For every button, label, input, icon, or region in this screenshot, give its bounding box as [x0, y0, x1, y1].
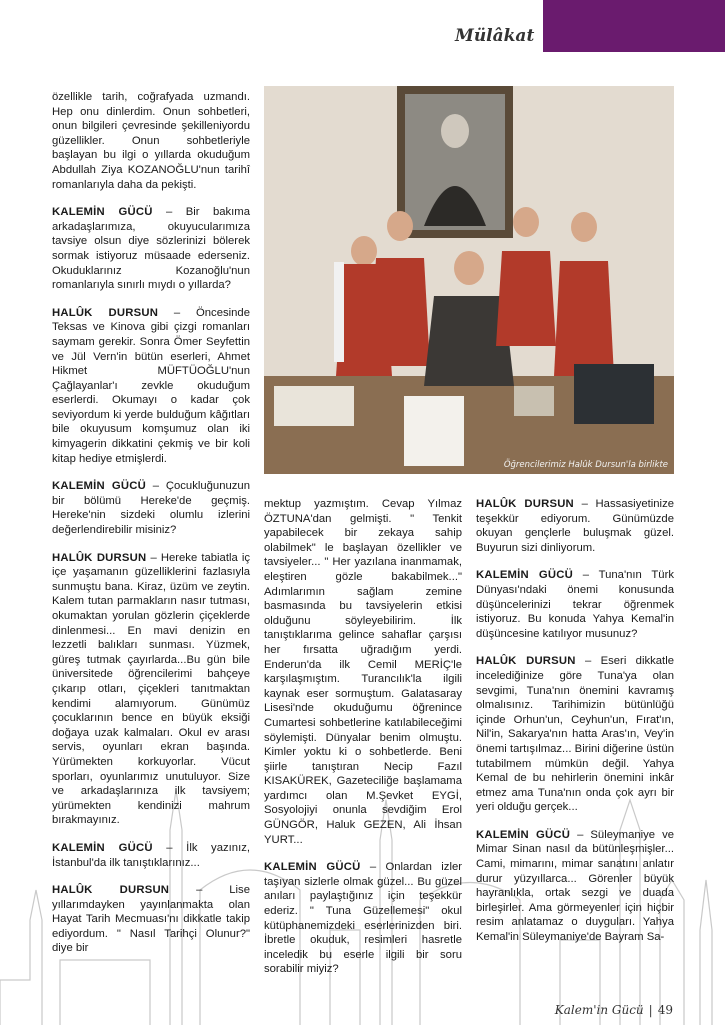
answer: HALÛK DURSUN – Eseri dikkatle incelediğinize göre Tuna'ya olan sevgimi, Tuna'nın önemini kavramış olmalısınız. Tarihimizin bütünlüğü içinde Orhun'un, Ceyhun'un, Fırat'ın, Nil'in, Sakarya'nın hatta Aras'ın, Vey'in önemi tartışılmaz... Birini diğerine üstün tutabilmem mümkün değil. Yahya Kemal de bu nehirlerin önemini inkâr etmez ama Tuna'nın onda çok ayrı bir yeri olduğu gerçek... [476, 655, 674, 814]
question: KALEMİN GÜCÜ – Onlardan izler taşıyan sizlerle olmak güzel... Bu güzel anıları paylaştığınız için teşekkür ederiz. " Tuna Güzellemesi" okul kütüphanemizdeki eserlerinizden biri. İbretle okuduk, resimleri hasretle inceledik bu eserle ilgili bir soru sorabilir miyiz? [264, 861, 463, 976]
speaker-label: KALEMİN GÜCÜ [476, 828, 571, 841]
answer: HALÛK DURSUN – Lise yıllarımdayken yayınlanmakta olan Hayat Tarih Mecmuası'nı dikkatle takip ediyordum. " Nasıl Tarihçi Olunur?" diye bir [52, 884, 250, 955]
speaker-label: KALEMİN GÜCÜ [476, 569, 573, 582]
answer: HALÛK DURSUN – Hereke tabiatla iç içe yaşamanın güzelliklerini fazlasıyla sunmuştu bana. Kiraz, üzüm ve zeytin. Kalem tutan parmakların nasır tutması, okumaktan yorulan gözlerin çiçeklerde dinlenmesi... En mavi denizin en lezzetli balıkları sunması. Yüzmek, güreş tutmak çayırlarda...Bu gün bile üniversitede öğrencilerimi bahçeye çıkarıp otları, çiçekleri tanıtmaktan kendimi alamıyorum. Günümüz çocuklarının bence en büyük eksiği doğaya uzak kalmaları. Okul ev arası servis, oyunları ekran başında. Yürümekten korkuyorlar. Vücut sporları, oyunlarımız unutuluyor. Size ve arkadaşlarınıza ilk tavsiyem; yürümekten kendinizi mahrum bırakmayınız. [52, 551, 251, 827]
photo-caption: Öğrencilerimiz Halûk Dursun'la birlikte [503, 460, 668, 470]
answer: HALÛK DURSUN – Öncesinde Teksas ve Kinova gibi çizgi romanları saymam gerekir. Sonra Ömer Seyfettin ve Jül Vern'in bütün eserleri, Ahmet Hikmet MÜFTÜOĞLU'nun Çağlayanlar'ı zevkle okuduğum eserlerdi. Okumayı o kadar çok seviyordum ki yerde bulduğum kâğıtları bile okuyusum komşumuz olan iki kimyagerin dikkatini çekmiş ve bir koli kitap hediye etmişlerdi. [52, 306, 250, 465]
header-color-block [543, 0, 725, 52]
question: KALEMİN GÜCÜ – İlk yazınız, İstanbul'da ilk tanıştıklarınız... [52, 841, 250, 869]
speaker-label: HALÛK DURSUN [52, 551, 147, 564]
section-title: Mülâkat [455, 26, 535, 46]
page-footer [555, 1003, 673, 1017]
question: KALEMİN GÜCÜ – Tuna'nın Türk Dünyası'ndaki önemi konusunda düşüncelerinizi tekrar öğrenmek istiyoruz. Bu konuda Yahya Kemal'in düşüncesine katılıyor musunuz? [476, 569, 675, 640]
interview-photo [264, 86, 674, 474]
speaker-label: KALEMİN GÜCÜ [52, 206, 153, 219]
speaker-label: KALEMİN GÜCÜ [52, 841, 153, 854]
magazine-name: Kalem'in Gücü [554, 1003, 644, 1017]
question: KALEMİN GÜCÜ – Çocukluğunuzun bir bölümü Hereke'de geçmiş. Hereke'nin sizdeki olumlu izlerini değerlendirebilir misiniz? [52, 480, 250, 537]
speaker-label: HALÛK DURSUN [52, 306, 159, 319]
question: KALEMİN GÜCÜ – Süleymaniye ve Mimar Sinan nasıl da bütünleşmişler... Cami, mimarını, mimar sanatını anlatır durur yüzyıllarca... Görenler büyük hayranlıkla, ortak sezgi ve duada birleşirler. Ama görmeyenler için hiçbir resim anlatamaz o duyguları. Yahya Kemal'in Süleymaniye'de Bayram Sa- [476, 828, 674, 944]
speaker-label: HALÛK DURSUN [476, 498, 574, 510]
footer-separator: | [648, 1003, 653, 1017]
speaker-label: KALEMİN GÜCÜ [52, 480, 146, 493]
text-column-1 [52, 90, 250, 969]
paragraph: mektup yazmıştım. Cevap Yılmaz ÖZTUNA'dan gelmişti. " Tenkit yapabilecek bir zekaya sahip olabilmek" le başlayan özellikler ve tavsiyeler... " Her yazılana inanmamak, eleştiren gözle bakabilmek..." Adımlarımın sağlam zemine basmasında bu tavsiyelerin etkisi olduğunu söyleyebilirim. İlk tanıştıklarıma gelince sahaflar çarşısı her fırsatta uğradığım yerdi. Enderun'da ilk Cemil MERİÇ'le karşılaşmıştım. Turancılık'la ilgili kaynak eser sormuştum. Galatasaray Lisesi'nde okuduğumu öğrenince Cumartesi sohbetlerine katılabileceğimi söylemişti. Dünyalar benim olmuştu. Kimler yoktu ki o sohbetlerde. Beni şiirle tanıştıran Necip Fazıl KISAKÜREK, Gazeteciliğe başlamama yardımcı olan M.Şevket EYGİ, Sosyolojiyi onunla sevdiğim Erol GÜNGÖR, Haluk GEZEN, Ali İhsan YURT... [264, 498, 462, 846]
answer: HALÛK DURSUN – Hassasiyetinize teşekkür ediyorum. Günümüzde okuyan gençlerle buluşmak güzel. Buyurun sizi dinliyorum. [476, 498, 674, 554]
text-column-2 [264, 497, 462, 990]
text-column-3 [476, 497, 674, 958]
speaker-label: HALÛK DURSUN [52, 884, 170, 897]
speaker-label: KALEMİN GÜCÜ [264, 861, 361, 874]
page-header [0, 0, 725, 52]
paragraph: özellikle tarih, coğrafyada uzmandı. Hep onu dinlerdim. Onun sohbetleri, onun bilgileri çevresinde şekilleniyordu güzellikler. Onun sohbetleriyle başlayan bu ilgi o yıllarda okuduğum Abdullah Ziya KOZANOĞLU'nun tarihî romanlarıyla daha da pekişti. [52, 91, 250, 191]
photo-illustration [264, 86, 674, 474]
question: KALEMİN GÜCÜ – Bir bakıma arkadaşlarımıza, okuyucularımıza tavsiye olsun diye sözlerinizi bölerek sormak istiyoruz müsaade ederseniz. Okuduklarınız Kozanoğlu'nun romanlarıyla sınırlı mıydı o yıllarda? [52, 206, 250, 292]
speaker-label: HALÛK DURSUN [476, 655, 576, 668]
page-number: 49 [657, 1003, 673, 1017]
